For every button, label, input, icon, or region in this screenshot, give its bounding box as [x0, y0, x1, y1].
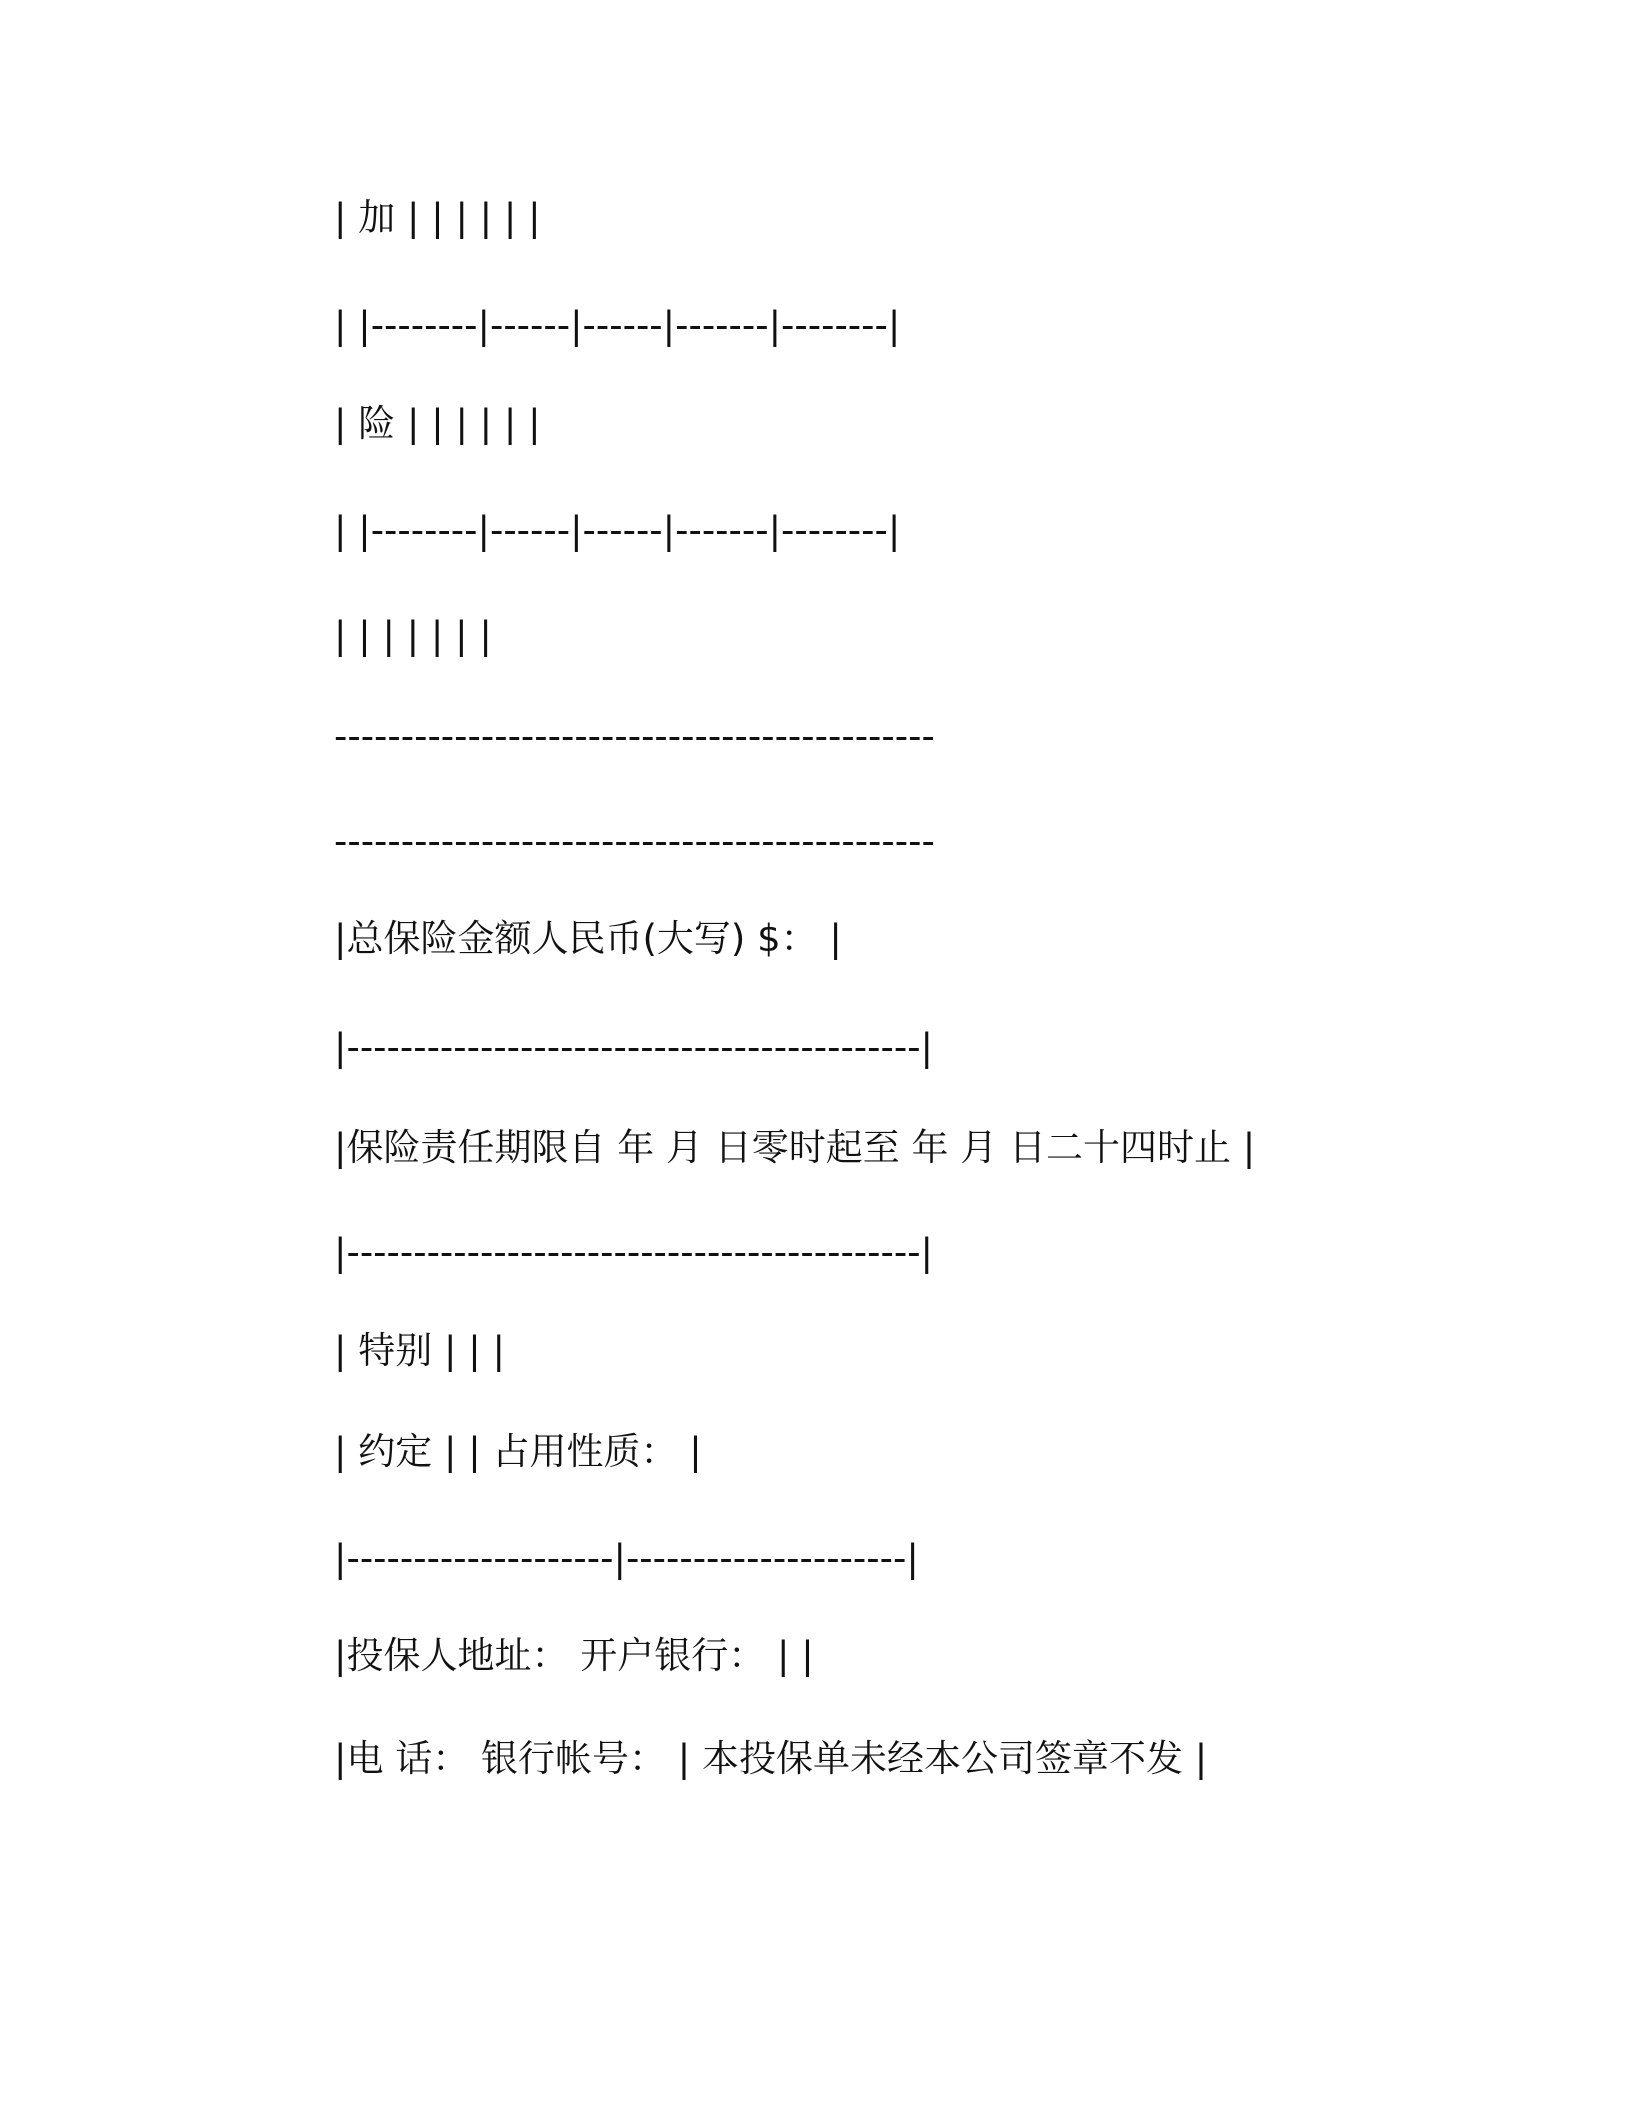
- agreement-occupancy-row: | 约定 | | 占用性质： |: [334, 1430, 702, 1473]
- table-divider-row: | |--------|------|------|-------|--------|: [334, 509, 901, 552]
- table-divider-row: | |--------|------|------|-------|--------|: [334, 304, 901, 347]
- total-insured-amount-row: |总保险金额人民币(大写) $： |: [334, 917, 842, 960]
- dashed-separator: ---------------------------------------------: [334, 820, 935, 863]
- special-terms-row: | 特别 | | |: [334, 1329, 505, 1372]
- applicant-address-row: |投保人地址： 开户银行： | |: [334, 1634, 814, 1677]
- table-divider-row: |-------------------------------------------|: [334, 1026, 934, 1069]
- insurance-period-row: |保险责任期限自 年 月 日零时起至 年 月 日二十四时止 |: [334, 1126, 1256, 1169]
- table-empty-row: | | | | | | |: [334, 614, 492, 657]
- table-divider-row: |-------------------------------------------|: [334, 1231, 934, 1274]
- dashed-separator: ---------------------------------------------: [334, 715, 935, 758]
- phone-bank-account-row: |电 话： 银行帐号： | 本投保单未经本公司签章不发 |: [334, 1737, 1208, 1780]
- table-row-xian: | 险 | | | | | |: [334, 402, 541, 445]
- table-row-jia: | 加 | | | | | |: [334, 196, 541, 239]
- table-divider-row: |--------------------|---------------------|: [334, 1537, 919, 1580]
